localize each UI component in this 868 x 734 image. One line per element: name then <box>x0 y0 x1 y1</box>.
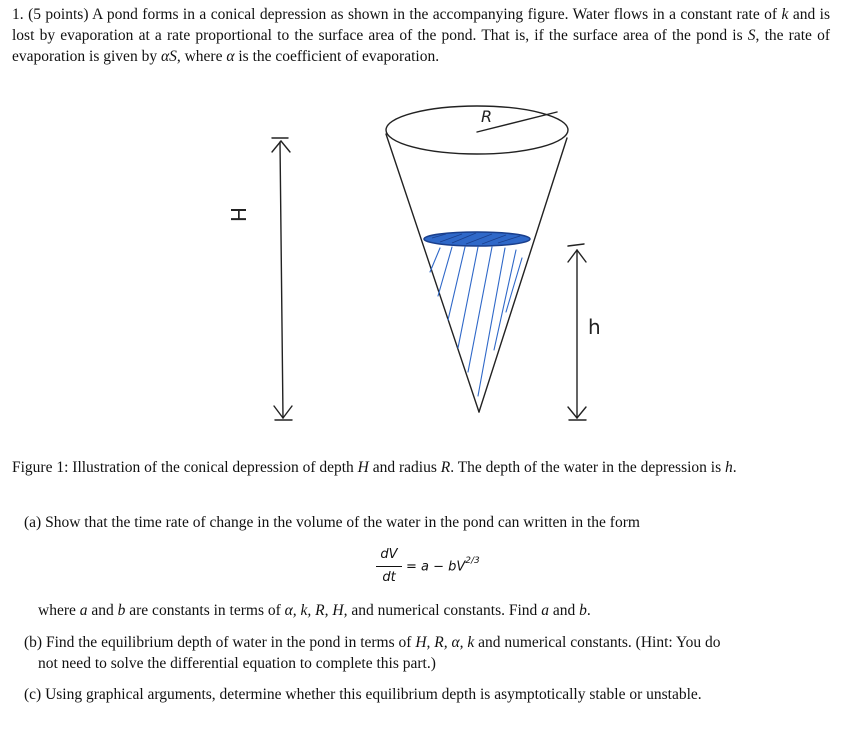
equation-fraction-bar <box>376 566 402 567</box>
part-c-label: (c) <box>24 686 42 703</box>
part-a <box>24 513 834 533</box>
cone-right-side <box>479 138 567 412</box>
caption-var-h-total: H <box>357 459 369 476</box>
part-c <box>24 685 836 705</box>
where-var-a: a <box>79 602 88 619</box>
problem-text-2: and is lost by evaporation at a rate proportional to the surface area of the pond. That is, if the surface area of the pond is <box>12 6 831 44</box>
where-text-1: where <box>38 602 80 619</box>
problem-text-5: is the coefficient of evaporation. <box>234 48 440 65</box>
where-text-6: . <box>586 602 591 619</box>
var-s: S <box>747 27 756 44</box>
equation-rhs-text: = a − bV <box>406 559 466 575</box>
caption-prefix: Figure 1: <box>12 459 69 476</box>
problem-statement <box>12 4 830 67</box>
var-alpha-s: αS <box>160 48 177 65</box>
part-b-vars: H, R, α, k <box>415 634 475 651</box>
part-b-line-2: not need to solve the differential equation to complete this part.) <box>38 655 436 672</box>
water-hatching <box>430 247 522 396</box>
caption-text-1: Illustration of the conical depression of depth <box>68 459 358 476</box>
figure-caption <box>12 458 842 478</box>
caption-var-h: h <box>725 459 733 476</box>
caption-var-r: R <box>440 459 451 476</box>
water-surface <box>424 232 530 246</box>
equation-denominator: dt <box>382 570 396 585</box>
label-r: R <box>481 107 493 126</box>
part-b-label: (b) <box>24 634 43 651</box>
var-alpha: α <box>226 48 235 65</box>
part-c-text: Using graphical arguments, determine whether this equilibrium depth is asymptotically stable or unstable. <box>41 686 702 703</box>
part-a-label: (a) <box>24 514 42 531</box>
label-h-water: h <box>588 315 601 339</box>
equation-exponent: 2/3 <box>465 556 480 566</box>
part-b-text-1: Find the equilibrium depth of water in the pond in terms of <box>42 634 416 651</box>
problem-points: (5 points) <box>28 6 89 23</box>
where-var-b-2: b <box>579 602 587 619</box>
where-vars: α, k, R, H, <box>284 602 348 619</box>
caption-text-4: . <box>732 459 737 476</box>
equation-fraction <box>376 546 402 587</box>
part-b <box>24 632 836 674</box>
caption-text-2: and radius <box>368 459 441 476</box>
where-text-4: and numerical constants. Find <box>347 602 542 619</box>
equation <box>376 546 576 590</box>
caption-text-3: . The depth of the water in the depression is <box>450 459 726 476</box>
var-k: k <box>781 6 789 23</box>
cone-left-side <box>386 134 479 412</box>
where-text-5: and <box>548 602 580 619</box>
where-var-b: b <box>117 602 126 619</box>
equation-rhs <box>406 558 480 574</box>
where-clause <box>38 601 838 621</box>
label-h-total: H <box>226 207 250 223</box>
part-b-text-2: and numerical constants. (Hint: You do <box>474 634 721 651</box>
problem-number: 1. <box>12 6 24 23</box>
problem-text-1: A pond forms in a conical depression as shown in the accompanying figure. Water flows in a constant rate of <box>92 6 782 23</box>
problem-text-4: , where <box>176 48 227 65</box>
problem-text-3: , the rate of evaporation is given by <box>12 27 830 65</box>
part-a-text: Show that the time rate of change in the volume of the water in the pond can written in the form <box>41 514 640 531</box>
cone-rim <box>386 106 568 154</box>
equation-numerator: dV <box>380 547 398 562</box>
radius-line <box>477 112 557 132</box>
h-total-line <box>280 142 283 418</box>
where-var-a-2: a <box>541 602 549 619</box>
where-text-3: are constants in terms of <box>125 602 285 619</box>
where-text-2: and <box>87 602 118 619</box>
